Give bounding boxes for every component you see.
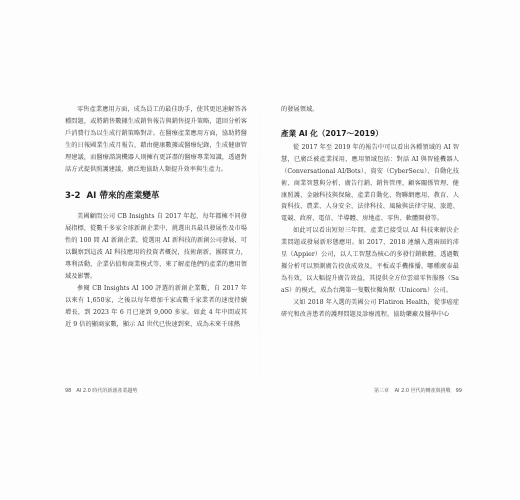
right-page-footer [374,387,462,394]
chapter-label: 第三章 [373,388,389,394]
book-gutter [259,80,260,410]
left-page-number: 98 [65,388,72,394]
right-page-number: 99 [455,388,462,394]
subsection-title: 產業 AI 化（2017～2019） [281,128,383,138]
left-page [65,104,247,331]
body-paragraph: 如此可以看出短短三年間，產業已接受以 AI 科技來解決企業問題或發展新形態應用。如 2017、2018 連續入選兩屆的沛星（Appier）公司，以人工智慧為核心的多發行銷軟體，透過數據分析可以預測廣告投放成效及，平板或手機推播，哪種廣泰最為有效，以大幅提升廣告效益，其提供全方位雲端零售服務（SaaS）的模式，成為台灣第一隻數位獨角獸（Unicorn）公司。 [281,227,459,294]
left-running-title: AI 2.0 時代的新創產業趨勢 [76,388,138,394]
intro-paragraph: 零售產業應用方面，成為員工的最佳助手，使其更迅速解答各種問題，或將銷售數據生成銷售報告與銷售提升策略，還回分析客戶消費行為以生成行銷策略對計。在醫療產業應用方面，協助將醫生的日報國業生成月報告，藉由健康數據或醫療紀錄，生成健康管理建議，而醫療諮詢機器人則擁有更詳盡的醫療專業知識，透過對話方式提供照護建議，廣泛地協助人類提升效率與生產力。 [65,106,247,173]
body-paragraph: 參閱 CB Insights AI 100 評選的新創企業數，自 2017 年以來有 1,650家，之後以每年增加千家或數千家業者的速度持續增長，到 2023 年 6 月已達到 9,000 多家。如此 4 年中間或其近 9 倍的顯商家數，顯示 AI 世代已快速到來，成為未來千球熱 [65,284,247,328]
section-number: 3-2 [65,191,81,202]
left-page-footer [65,387,137,394]
body-paragraph: 美國顧問公司 CB Insights 自 2017 年起，每年都擁不同發展指標，從數千多家全球新創企業中，挑選出具最具發展性及市場性的 100 間 AI 新創企業，從選用 AI 新科技的新創公司發展，可以觀察到這波 AI 科技應用的投資者概況，技術創新，團隊實力，專利活動，企業佔值和商業模式等，來了解產他們的產業的應用領域及影響。 [65,213,247,280]
right-page [281,104,459,321]
section-heading [65,189,247,201]
section-title: AI 帶來的產業變革 [86,191,160,202]
body-paragraph: 從 2017 年至 2019 年的報告中可以看出各種領域的 AI 智慧，已廣泛被產業採用，應用領域包括：對話 AI 與智能機器人（Conversational AI/Bots）、資安（CyberSecu）、自動化技術、商業智慧與分析、廣告行銷、銷售管理、顧客關係管理、健康照護、金融科技與保險、產業自動化、物聯網應用、教育、人資科技、農業、人身安全、法律科技、風險與法律守規、旅遊、電競、政府、電信、半導體、房地產、零售、軟體開發等。 [281,143,459,223]
body-paragraph: 又如 2018 年入選的美國公司 Flatiron Health，從事癌症研究和改善患者的護理問題及診療流程，協助藥廠及醫學中心 [281,298,459,318]
continuation-paragraph: 的發展領域。 [281,106,319,113]
right-running-title: AI 2.0 世代的轉產與挑戰 [394,388,451,394]
